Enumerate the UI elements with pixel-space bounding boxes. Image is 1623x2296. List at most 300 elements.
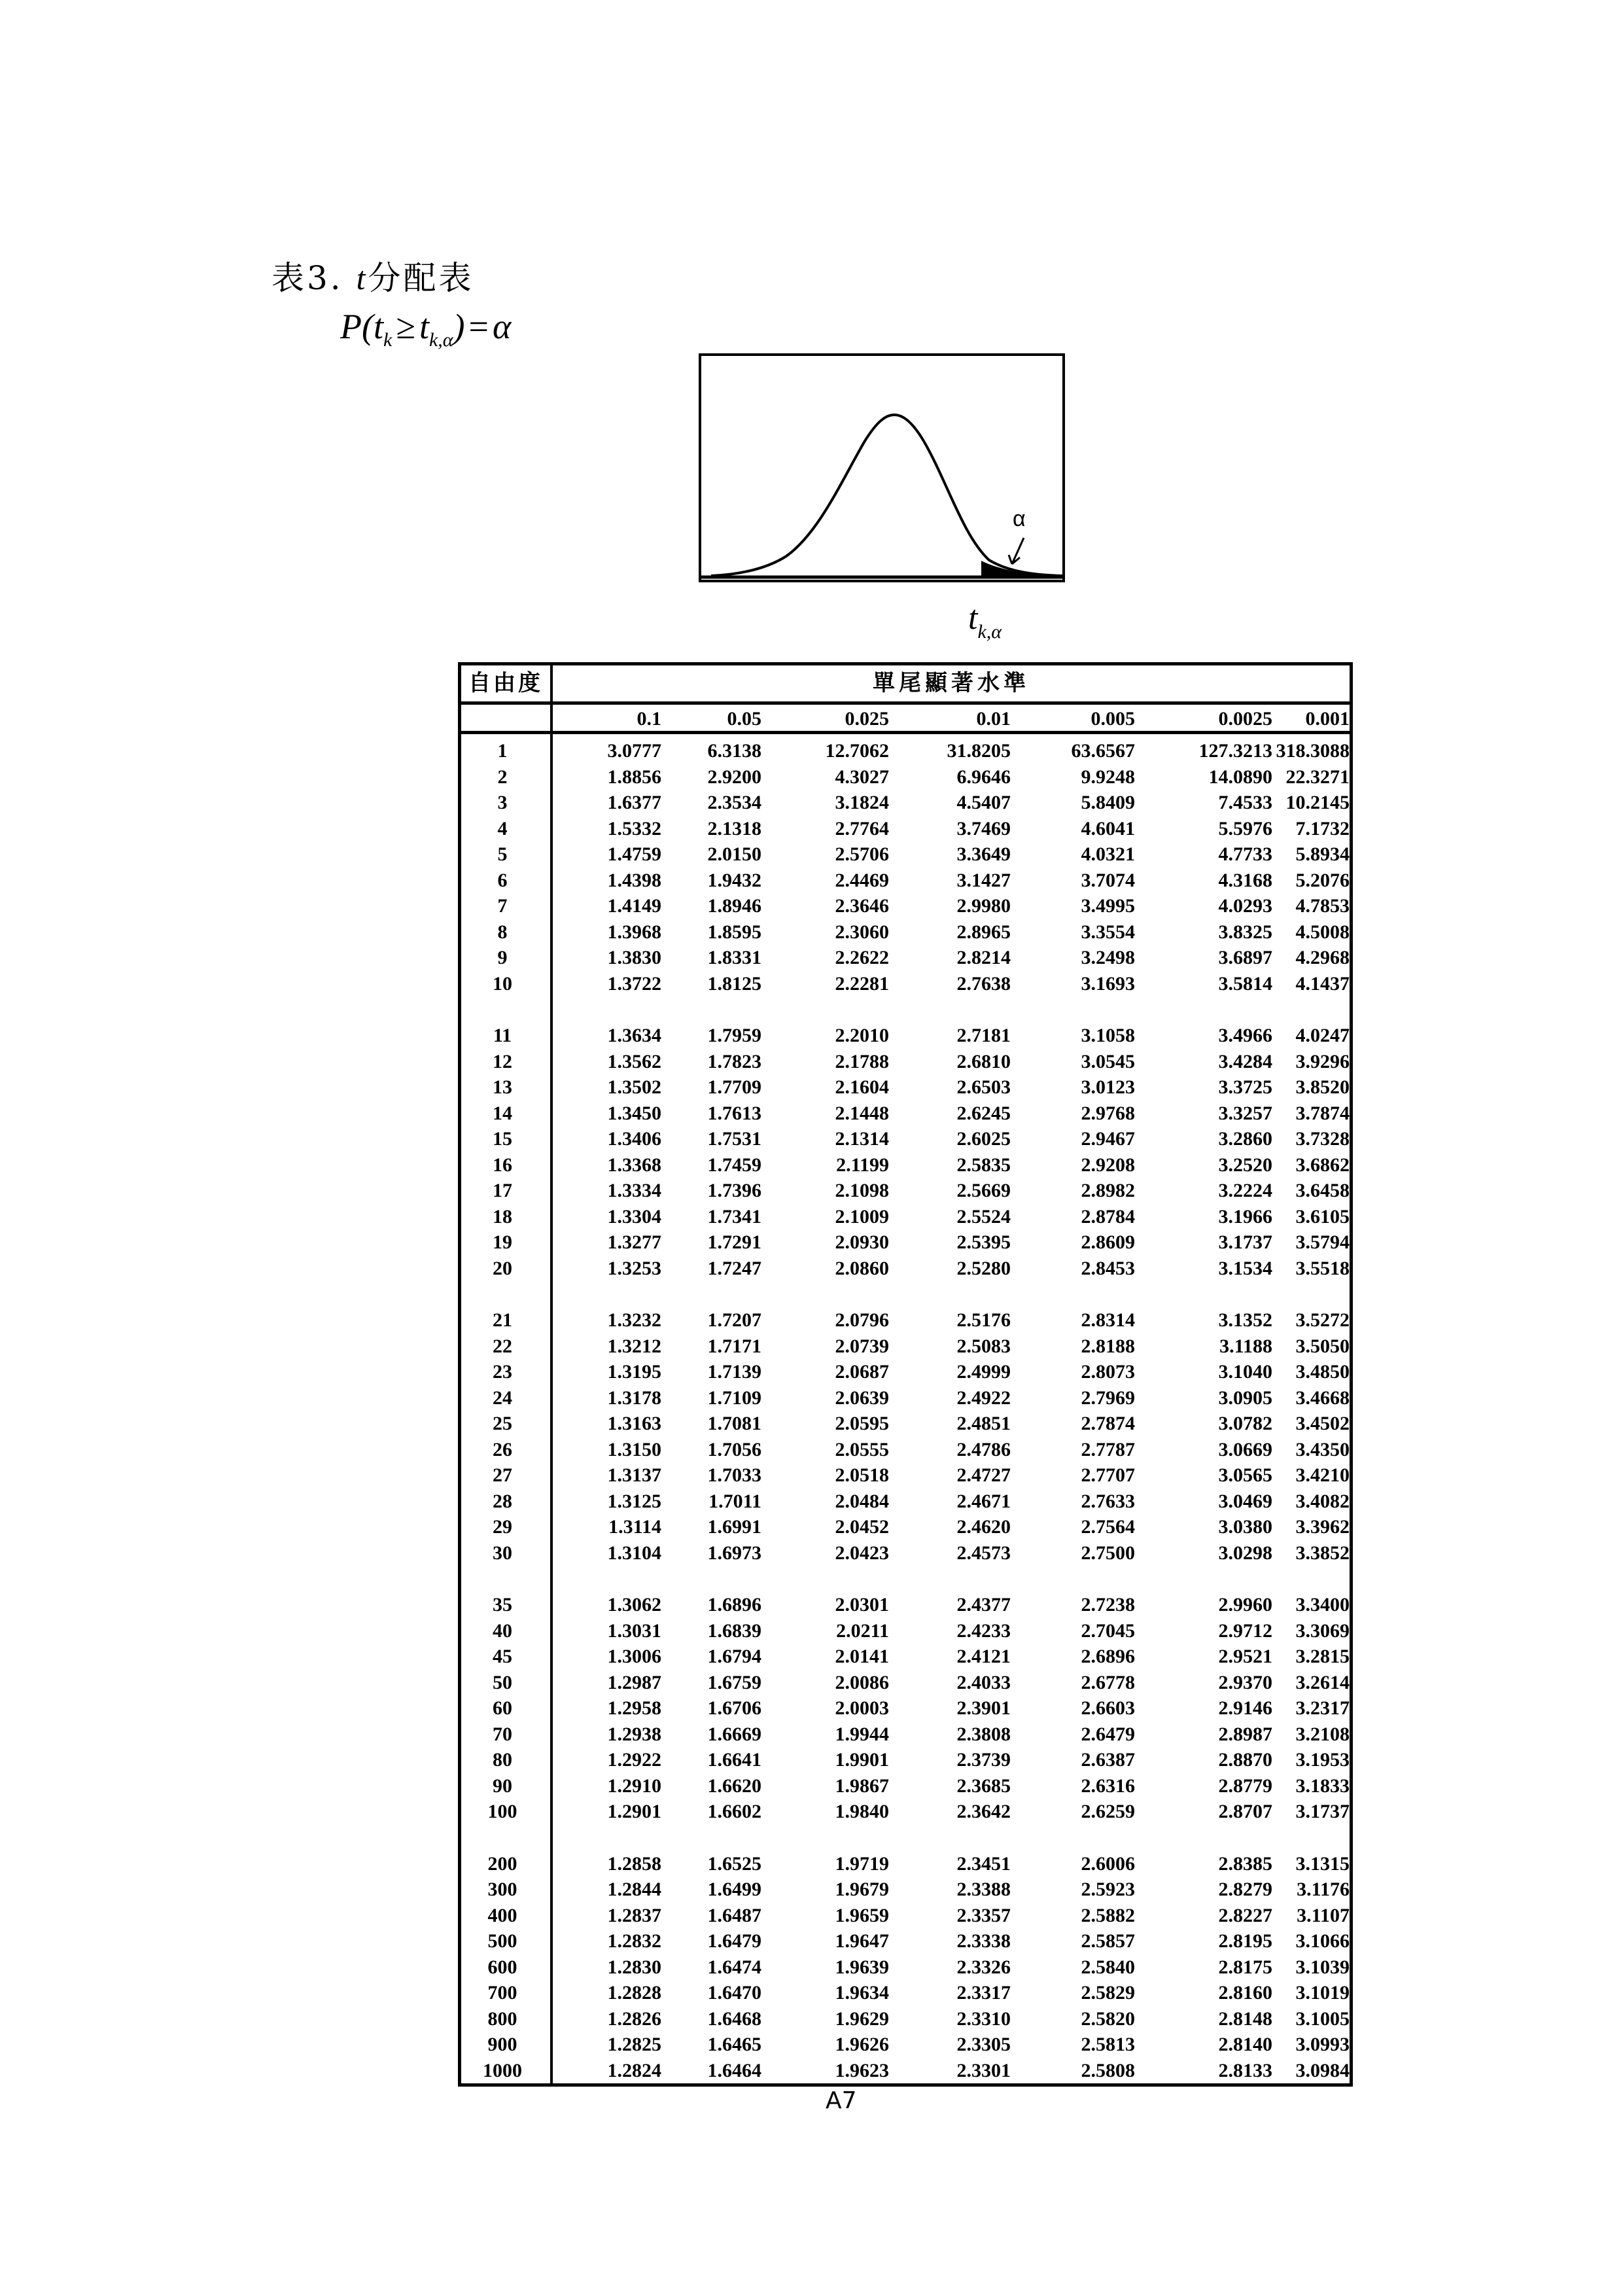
tka-sub: k,α — [977, 621, 1002, 643]
value-cell: 1.2901 — [607, 1801, 661, 1822]
value-cell: 2.1448 — [835, 1102, 889, 1124]
value-cell: 2.0595 — [835, 1413, 889, 1434]
tka-t: t — [968, 599, 978, 637]
value-cell: 2.4377 — [956, 1594, 1011, 1616]
one-tailed-significance-header: 單尾顯著水準 — [873, 670, 1030, 696]
value-cell: 1.9944 — [835, 1723, 889, 1745]
value-cell: 3.1534 — [1218, 1257, 1272, 1279]
dof-cell: 28 — [493, 1490, 512, 1512]
value-cell: 2.8385 — [1218, 1852, 1272, 1875]
value-cell: 2.4620 — [956, 1516, 1011, 1538]
value-cell: 2.8195 — [1218, 1930, 1272, 1952]
value-cell: 1.6973 — [707, 1542, 761, 1564]
dof-cell: 40 — [493, 1619, 512, 1642]
group-spacer — [553, 1825, 1350, 1851]
value-cell: 2.9370 — [1218, 1671, 1272, 1693]
value-cell: 2.0150 — [707, 843, 761, 865]
value-cell: 1.2910 — [607, 1775, 661, 1797]
value-cell: 3.1176 — [1297, 1879, 1350, 1900]
value-cell: 1.3163 — [607, 1413, 661, 1434]
value-cell: 2.5813 — [1081, 2034, 1135, 2055]
formula-geq: ≥ — [396, 307, 415, 346]
value-cell: 1.9647 — [835, 1930, 889, 1952]
table-row — [553, 764, 1350, 790]
title-t-symbol: t — [356, 260, 368, 296]
table-row — [553, 1618, 1350, 1644]
table-row — [553, 1411, 1350, 1437]
dof-cell: 700 — [487, 1982, 517, 2004]
value-cell: 3.5518 — [1295, 1257, 1350, 1279]
value-cell: 3.1966 — [1218, 1205, 1272, 1227]
table-row — [553, 738, 1350, 764]
group-spacer — [553, 1281, 1350, 1307]
value-cell: 2.5083 — [956, 1335, 1011, 1357]
value-cell: 2.8784 — [1081, 1205, 1135, 1227]
formula-sub-k: k — [383, 329, 393, 351]
value-cell: 3.6105 — [1295, 1205, 1350, 1227]
dof-cell: 900 — [487, 2034, 517, 2055]
value-cell: 4.3027 — [835, 766, 889, 788]
value-cell: 2.3685 — [956, 1775, 1011, 1797]
value-cell: 3.0545 — [1081, 1050, 1135, 1072]
value-cell: 3.0123 — [1081, 1076, 1135, 1098]
value-cell: 2.0452 — [835, 1516, 889, 1538]
value-cell: 1.3232 — [607, 1309, 661, 1331]
group-spacer — [461, 1825, 550, 1851]
value-cell: 3.0669 — [1218, 1438, 1272, 1460]
value-cell: 1.9623 — [835, 2059, 889, 2081]
value-cell: 4.7733 — [1218, 843, 1272, 865]
table-row — [553, 1385, 1350, 1411]
value-cell: 3.1039 — [1295, 1956, 1350, 1978]
value-cell: 1.3125 — [607, 1490, 661, 1512]
value-cell: 1.6991 — [707, 1516, 761, 1538]
alpha-header-5: 0.0025 — [1218, 708, 1272, 730]
formula-close: ) — [453, 307, 465, 346]
value-cell: 1.3253 — [607, 1257, 661, 1279]
dof-cell: 22 — [493, 1335, 512, 1357]
value-cell: 2.4786 — [956, 1438, 1011, 1460]
value-cell: 1.9639 — [835, 1956, 889, 1978]
value-cell: 3.3554 — [1081, 921, 1135, 943]
value-cell: 1.6465 — [707, 2034, 761, 2055]
value-cell: 2.9768 — [1081, 1102, 1135, 1124]
value-cell: 1.7959 — [707, 1025, 761, 1046]
dof-cell: 70 — [493, 1723, 512, 1745]
dof-cell: 200 — [487, 1852, 517, 1875]
dof-cell: 6 — [497, 869, 508, 891]
table-row — [553, 1307, 1350, 1333]
value-cell: 3.2860 — [1218, 1128, 1272, 1150]
dof-cell: 300 — [487, 1879, 517, 1900]
value-cell: 1.9659 — [835, 1904, 889, 1926]
value-cell: 1.5332 — [607, 817, 661, 839]
value-cell: 1.7709 — [707, 1076, 761, 1098]
value-cell: 3.1427 — [956, 869, 1011, 891]
value-cell: 3.1352 — [1218, 1309, 1272, 1331]
value-cell: 2.7787 — [1081, 1438, 1135, 1460]
table-row — [553, 945, 1350, 971]
value-cell: 2.7564 — [1081, 1516, 1135, 1538]
value-cell: 1.3062 — [607, 1594, 661, 1616]
dof-cell: 10 — [493, 972, 512, 995]
value-cell: 1.2826 — [607, 2007, 661, 2030]
value-cell: 1.3406 — [607, 1128, 661, 1150]
value-cell: 2.3451 — [956, 1852, 1011, 1875]
value-cell: 1.2844 — [607, 1879, 661, 1900]
value-cell: 2.8707 — [1218, 1801, 1272, 1822]
t-distribution-table — [458, 662, 1353, 2087]
value-cell: 1.3006 — [607, 1646, 661, 1667]
value-cell: 2.9521 — [1218, 1646, 1272, 1667]
value-cell: 1.6468 — [707, 2007, 761, 2030]
value-cell: 3.7074 — [1081, 869, 1135, 891]
value-cell: 2.3642 — [956, 1801, 1011, 1822]
value-cell: 2.8965 — [956, 921, 1011, 943]
table-row — [553, 1489, 1350, 1515]
formula-p: P( — [340, 307, 374, 346]
value-cell: 2.7181 — [956, 1025, 1011, 1046]
value-cell: 3.3400 — [1295, 1594, 1350, 1616]
table-row — [553, 2006, 1350, 2032]
value-cell: 3.4350 — [1295, 1438, 1350, 1460]
table-row — [553, 1670, 1350, 1696]
header-blank-cell — [461, 705, 553, 731]
value-cell: 1.9867 — [835, 1775, 889, 1797]
value-cell: 1.2832 — [607, 1930, 661, 1952]
dof-cell: 35 — [493, 1594, 512, 1616]
value-cell: 2.7874 — [1081, 1413, 1135, 1434]
table-row — [553, 1333, 1350, 1360]
value-cell: 3.2317 — [1295, 1697, 1350, 1719]
table-row — [553, 1980, 1350, 2006]
value-cell: 3.0380 — [1218, 1516, 1272, 1538]
value-cell: 10.2145 — [1285, 792, 1350, 813]
dof-cell: 15 — [493, 1128, 512, 1150]
formula-t: t — [373, 307, 383, 346]
value-cell: 3.3962 — [1295, 1516, 1350, 1538]
title-suffix: 分配表 — [368, 259, 474, 297]
value-cell: 2.0555 — [835, 1438, 889, 1460]
title-prefix: 表3. — [271, 259, 343, 297]
value-cell: 4.2968 — [1295, 947, 1350, 968]
value-cell: 14.0890 — [1208, 766, 1272, 788]
value-cell: 3.2224 — [1218, 1180, 1272, 1201]
value-cell: 1.9679 — [835, 1879, 889, 1900]
alpha-header-2: 0.025 — [845, 708, 889, 730]
value-cell: 3.5050 — [1295, 1335, 1350, 1357]
value-cell: 3.3649 — [956, 843, 1011, 865]
value-cell: 1.3304 — [607, 1205, 661, 1227]
value-cell: 1.2837 — [607, 1904, 661, 1926]
table-row — [553, 1178, 1350, 1204]
value-cell: 2.4573 — [956, 1542, 1011, 1564]
dof-cell: 3 — [497, 792, 508, 813]
value-cell: 1.7081 — [707, 1413, 761, 1434]
value-cell: 2.7638 — [956, 972, 1011, 995]
value-cell: 2.8073 — [1081, 1361, 1135, 1383]
value-cell: 2.4999 — [956, 1361, 1011, 1383]
value-cell: 2.6259 — [1081, 1801, 1135, 1822]
table-row — [553, 1540, 1350, 1566]
value-cell: 2.3646 — [835, 895, 889, 917]
value-cell: 2.0484 — [835, 1490, 889, 1512]
value-cell: 2.9200 — [707, 766, 761, 788]
value-cell: 3.1188 — [1219, 1335, 1272, 1357]
value-cell: 2.3301 — [956, 2059, 1011, 2081]
dof-cell: 20 — [493, 1257, 512, 1279]
value-cell: 1.6794 — [707, 1646, 761, 1667]
value-cell: 6.9646 — [956, 766, 1011, 788]
value-cell: 1.3334 — [607, 1180, 661, 1201]
dof-cell: 29 — [493, 1516, 512, 1538]
value-cell: 3.5814 — [1218, 972, 1272, 995]
value-cell: 2.3901 — [956, 1697, 1011, 1719]
value-cell: 1.7247 — [707, 1257, 761, 1279]
value-cell: 2.6025 — [956, 1128, 1011, 1150]
value-cell: 1.4398 — [607, 869, 661, 891]
value-cell: 2.2010 — [835, 1025, 889, 1046]
dof-cell: 8 — [497, 921, 508, 943]
value-cell: 2.8609 — [1081, 1231, 1135, 1253]
value-cell: 2.7238 — [1081, 1594, 1135, 1616]
value-cell: 3.2614 — [1295, 1671, 1350, 1693]
value-cell: 3.0782 — [1218, 1413, 1272, 1434]
value-cell: 5.8934 — [1295, 843, 1350, 865]
value-cell: 12.7062 — [825, 740, 889, 762]
value-cell: 2.8314 — [1081, 1309, 1135, 1331]
value-cell: 2.8870 — [1218, 1749, 1272, 1771]
value-cell: 1.9840 — [835, 1801, 889, 1822]
dof-cell: 500 — [487, 1930, 517, 1952]
alpha-header-3: 0.01 — [976, 708, 1011, 730]
table-row — [553, 1592, 1350, 1618]
value-cell: 2.7633 — [1081, 1490, 1135, 1512]
dof-cell: 80 — [493, 1749, 512, 1771]
value-cell: 1.8856 — [607, 766, 661, 788]
value-cell: 1.2825 — [607, 2034, 661, 2055]
alpha-header-0: 0.1 — [637, 708, 661, 730]
value-cell: 2.0301 — [835, 1594, 889, 1616]
value-cell: 1.6464 — [707, 2059, 761, 2081]
alpha-header-6: 0.001 — [1305, 708, 1350, 730]
value-cell: 2.8188 — [1081, 1335, 1135, 1357]
value-cell: 1.3137 — [607, 1464, 661, 1486]
value-cell: 3.1315 — [1295, 1852, 1350, 1875]
table-row — [553, 971, 1350, 997]
value-cell: 3.4284 — [1218, 1050, 1272, 1072]
value-cell: 1.9634 — [835, 1982, 889, 2004]
value-cell: 6.3138 — [707, 740, 761, 762]
value-cell: 2.5808 — [1081, 2059, 1135, 2081]
value-cell: 2.8279 — [1218, 1879, 1272, 1900]
value-cell: 1.2858 — [607, 1852, 661, 1875]
value-cell: 1.7109 — [707, 1386, 761, 1409]
dof-cell: 27 — [493, 1464, 512, 1486]
value-cell: 2.0423 — [835, 1542, 889, 1564]
alpha-levels — [553, 705, 1350, 731]
header-row-1 — [461, 665, 1350, 705]
value-cell: 2.3357 — [956, 1904, 1011, 1926]
value-cell: 1.7341 — [707, 1205, 761, 1227]
formula-sub-k-alpha: k,α — [428, 329, 453, 351]
dof-cell: 30 — [493, 1542, 512, 1564]
value-cell: 2.3534 — [707, 792, 761, 813]
value-cell: 1.2938 — [607, 1723, 661, 1745]
value-cell: 4.0247 — [1295, 1025, 1350, 1046]
value-cell: 3.4210 — [1295, 1464, 1350, 1486]
value-cell: 2.5669 — [956, 1180, 1011, 1201]
value-cell: 3.9296 — [1295, 1050, 1350, 1072]
value-cell: 1.3114 — [608, 1516, 661, 1538]
value-cell: 2.0518 — [835, 1464, 889, 1486]
value-cell: 2.5524 — [956, 1205, 1011, 1227]
value-cell: 1.7139 — [707, 1361, 761, 1383]
value-cell: 2.1788 — [835, 1050, 889, 1072]
group-spacer — [461, 1281, 550, 1307]
value-cell: 3.4995 — [1081, 895, 1135, 917]
dof-cell: 2 — [497, 766, 508, 788]
value-cell: 2.9980 — [956, 895, 1011, 917]
header-row-alpha — [461, 705, 1350, 734]
value-cell: 2.8160 — [1218, 1982, 1272, 2004]
values-area — [553, 734, 1350, 2083]
value-cell: 2.0930 — [835, 1231, 889, 1253]
value-cell: 2.5840 — [1081, 1956, 1135, 1978]
table-row — [553, 1722, 1350, 1748]
value-cell: 1.7613 — [707, 1102, 761, 1124]
table-row — [553, 1023, 1350, 1049]
critical-value-label — [968, 599, 1002, 643]
value-cell: 3.5272 — [1295, 1309, 1350, 1331]
dof-cell: 19 — [493, 1231, 512, 1253]
value-cell: 2.5923 — [1081, 1879, 1135, 1900]
value-cell: 3.1737 — [1295, 1801, 1350, 1822]
value-cell: 3.4502 — [1295, 1413, 1350, 1434]
value-cell: 1.7033 — [707, 1464, 761, 1486]
value-cell: 3.1040 — [1218, 1361, 1272, 1383]
value-cell: 1.6602 — [707, 1801, 761, 1822]
table-row — [553, 1462, 1350, 1489]
dof-cell: 21 — [493, 1309, 512, 1331]
value-cell: 5.2076 — [1295, 869, 1350, 891]
table-row — [553, 1204, 1350, 1230]
value-cell: 2.1009 — [835, 1205, 889, 1227]
value-cell: 1.9432 — [707, 869, 761, 891]
value-cell: 1.3195 — [607, 1361, 661, 1383]
value-cell: 1.3968 — [607, 921, 661, 943]
value-cell: 2.3317 — [956, 1982, 1011, 2004]
value-cell: 2.5835 — [956, 1154, 1011, 1176]
page-number: A7 — [826, 2087, 857, 2114]
value-cell: 2.0739 — [835, 1335, 889, 1357]
value-cell: 3.1066 — [1295, 1930, 1350, 1952]
table-row — [553, 1644, 1350, 1670]
table-row — [553, 1773, 1350, 1799]
value-cell: 1.6470 — [707, 1982, 761, 2004]
dof-cell: 14 — [493, 1102, 512, 1124]
value-cell: 3.0984 — [1295, 2059, 1350, 2081]
dof-cell: 23 — [493, 1361, 512, 1383]
value-cell: 2.8987 — [1218, 1723, 1272, 1745]
value-cell: 2.7707 — [1081, 1464, 1135, 1486]
value-cell: 3.1737 — [1218, 1231, 1272, 1253]
table-row — [553, 790, 1350, 816]
value-cell: 2.8133 — [1218, 2059, 1272, 2081]
value-cell: 2.9208 — [1081, 1154, 1135, 1176]
value-cell: 1.3634 — [607, 1025, 661, 1046]
dof-column — [461, 734, 553, 2083]
value-cell: 1.7531 — [707, 1128, 761, 1150]
value-cell: 3.2815 — [1295, 1646, 1350, 1667]
value-cell: 1.6641 — [707, 1749, 761, 1771]
table-row — [553, 1359, 1350, 1385]
value-cell: 2.7500 — [1081, 1542, 1135, 1564]
value-cell: 2.3739 — [956, 1749, 1011, 1771]
value-cell: 4.1437 — [1295, 972, 1350, 995]
value-cell: 3.8325 — [1218, 921, 1272, 943]
value-cell: 1.6669 — [707, 1723, 761, 1745]
value-cell: 2.5882 — [1081, 1904, 1135, 1926]
value-cell: 3.0777 — [607, 740, 661, 762]
table-row — [553, 1256, 1350, 1282]
value-cell: 1.2830 — [607, 1956, 661, 1978]
value-cell: 2.4671 — [956, 1490, 1011, 1512]
value-cell: 2.6479 — [1081, 1723, 1135, 1745]
dof-cell: 800 — [487, 2007, 517, 2030]
value-cell: 2.9146 — [1218, 1697, 1272, 1719]
value-cell: 2.6006 — [1081, 1852, 1135, 1875]
value-cell: 1.3450 — [607, 1102, 661, 1124]
value-cell: 1.8946 — [707, 895, 761, 917]
value-cell: 3.4082 — [1295, 1490, 1350, 1512]
dof-cell: 7 — [497, 895, 508, 917]
value-cell: 3.4668 — [1295, 1386, 1350, 1409]
value-cell: 2.6896 — [1081, 1646, 1135, 1667]
group-spacer — [461, 997, 550, 1023]
value-cell: 2.0003 — [835, 1697, 889, 1719]
value-cell: 2.5706 — [835, 843, 889, 865]
value-cell: 3.4966 — [1218, 1025, 1272, 1046]
dof-cell: 12 — [493, 1050, 512, 1072]
dof-cell: 50 — [493, 1671, 512, 1693]
value-cell: 2.0086 — [835, 1671, 889, 1693]
value-cell: 3.0993 — [1295, 2034, 1350, 2055]
value-cell: 1.6487 — [707, 1904, 761, 1926]
value-cell: 2.6387 — [1081, 1749, 1135, 1771]
value-cell: 2.3388 — [956, 1879, 1011, 1900]
value-cell: 4.0293 — [1218, 895, 1272, 917]
value-cell: 1.3150 — [607, 1438, 661, 1460]
value-cell: 1.2987 — [607, 1671, 661, 1693]
value-cell: 1.6479 — [707, 1930, 761, 1952]
table-row — [553, 1437, 1350, 1463]
value-cell: 127.3213 — [1198, 740, 1272, 762]
value-cell: 2.5820 — [1081, 2007, 1135, 2030]
value-cell: 1.8595 — [707, 921, 761, 943]
value-cell: 1.3031 — [607, 1619, 661, 1642]
table-row — [553, 1954, 1350, 1981]
table-row — [553, 1799, 1350, 1825]
value-cell: 2.5280 — [956, 1257, 1011, 1279]
dof-cell: 11 — [493, 1025, 512, 1046]
value-cell: 3.0298 — [1218, 1542, 1272, 1564]
value-cell: 2.1098 — [835, 1180, 889, 1201]
value-cell: 2.3305 — [956, 2034, 1011, 2055]
value-cell: 1.7171 — [707, 1335, 761, 1357]
value-cell: 1.6525 — [707, 1852, 761, 1875]
table-row — [553, 2032, 1350, 2058]
